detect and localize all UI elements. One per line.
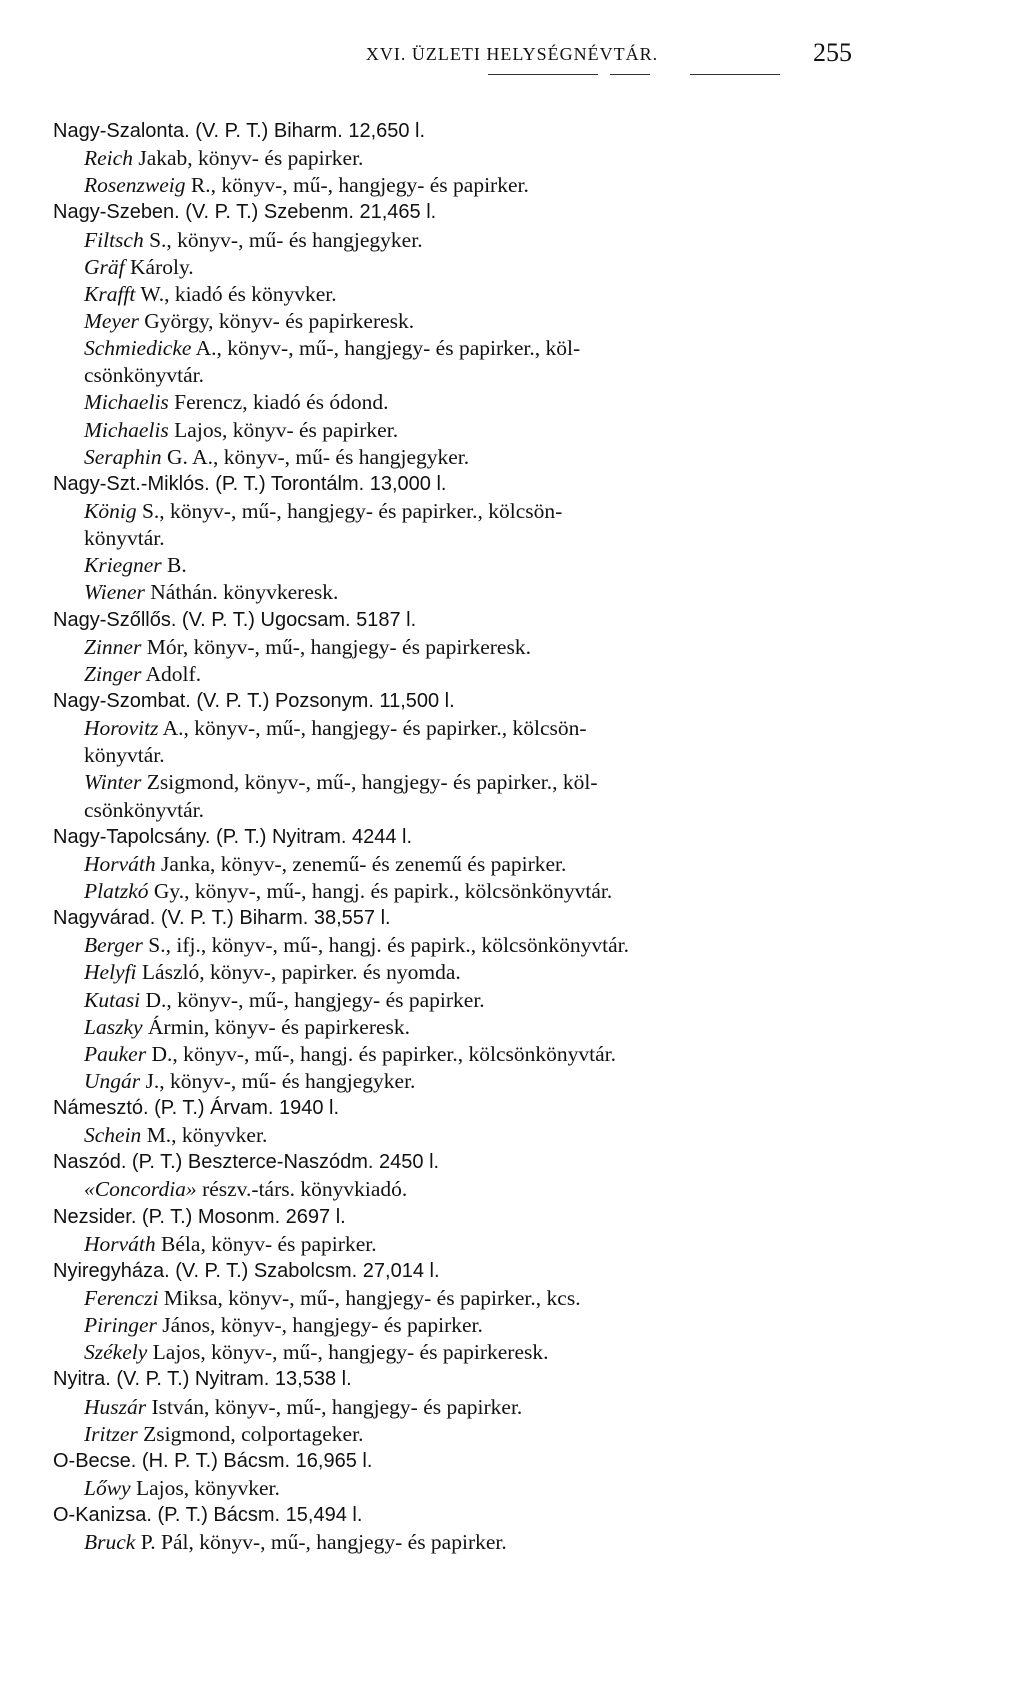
firm-name: Lőwy [84, 1476, 131, 1501]
firm-entry [0, 1285, 1024, 1312]
firm-description: Adolf. [141, 661, 202, 686]
firm-description: W., kiadó és könyvker. [135, 281, 337, 306]
firm-name: Filtsch [84, 227, 144, 252]
town-text: Nagy-Szalonta. (V. P. T.) Biharm. 12,650 l. [53, 120, 426, 142]
firm-name: Schmiedicke [84, 336, 192, 361]
firm-entry [0, 254, 1024, 281]
town-heading [0, 1258, 1024, 1285]
firm-entry [0, 308, 1024, 335]
firm-entry [0, 987, 1024, 1014]
continuation-line [0, 797, 1024, 824]
firm-description: Janka, könyv-, zenemű- és zenemű és papirker. [155, 851, 567, 876]
firm-name: Reich [84, 146, 133, 171]
firm-name: Ferenczi [84, 1286, 159, 1311]
firm-description: István, könyv-, mű-, hangjegy- és papirker. [146, 1394, 523, 1419]
firm-entry [0, 579, 1024, 606]
firm-entry [0, 281, 1024, 308]
firm-name: Piringer [84, 1313, 157, 1338]
town-heading [0, 118, 1024, 145]
town-text: Nagy-Szőllős. (V. P. T.) Ugocsam. 5187 l. [53, 608, 417, 631]
firm-entry [0, 1529, 1024, 1556]
firm-name: Michaelis [84, 417, 169, 442]
firm-description: S., ifj., könyv-, mű-, hangj. és papirk., kölcsönkönyvtár. [142, 933, 629, 958]
town-text: Nagy-Tapolcsány. (P. T.) Nyitram. 4244 l. [53, 825, 413, 848]
firm-description: Náthán. könyvkeresk. [144, 580, 339, 605]
town-heading [0, 1095, 1024, 1122]
firm-description: A., könyv-, mű-, hangjegy- és papirker., kölcsön- [158, 716, 587, 741]
firm-name: Horváth [84, 851, 156, 876]
continuation-text: csönkönyvtár. [84, 363, 205, 388]
firm-entry [0, 227, 1024, 254]
firm-description: M., könyvker. [141, 1123, 268, 1148]
page-header [0, 38, 1024, 78]
header-rule [610, 74, 650, 75]
town-text: Naszód. (P. T.) Beszterce-Naszódm. 2450 l. [53, 1151, 440, 1174]
firm-entry [0, 769, 1024, 796]
firm-description: György, könyv- és papirkeresk. [138, 308, 415, 333]
running-title: XVI. ÜZLETI HELYSÉGNÉVTÁR. [365, 44, 659, 64]
firm-description: Béla, könyv- és papirker. [155, 1231, 377, 1256]
town-heading [0, 905, 1024, 932]
firm-entry [0, 389, 1024, 416]
firm-description: G. A., könyv-, mű- és hangjegyker. [161, 444, 470, 469]
firm-name: Michaelis [84, 390, 169, 415]
firm-entry [0, 444, 1024, 471]
firm-name: Kutasi [84, 987, 141, 1012]
continuation-text: csönkönyvtár. [84, 797, 205, 822]
town-heading [0, 824, 1024, 851]
firm-entry [0, 878, 1024, 905]
firm-entry [0, 498, 1024, 525]
firm-name: Wiener [84, 580, 145, 605]
firm-name: Gräf [84, 254, 125, 279]
firm-name: Helyfi [84, 960, 137, 985]
firm-entry [0, 1339, 1024, 1366]
firm-entry [0, 959, 1024, 986]
firm-entry [0, 661, 1024, 688]
firm-name: Laszky [84, 1014, 143, 1039]
firm-name: Kriegner [84, 553, 162, 578]
firm-name: Platzkó [84, 878, 149, 903]
town-heading [0, 1448, 1024, 1475]
firm-entry [0, 1014, 1024, 1041]
town-text: O-Becse. (H. P. T.) Bácsm. 16,965 l. [53, 1449, 373, 1472]
firm-description: Lajos, könyvker. [130, 1476, 280, 1501]
firm-description: Zsigmond, könyv-, mű-, hangjegy- és papirker., köl- [141, 770, 598, 795]
header-rule [488, 74, 598, 75]
town-heading [0, 1204, 1024, 1231]
continuation-text: könyvtár. [84, 526, 165, 551]
town-text: O-Kanizsa. (P. T.) Bácsm. 15,494 l. [53, 1504, 363, 1527]
town-heading [0, 1149, 1024, 1176]
town-text: Nyiregyháza. (V. P. T.) Szabolcsm. 27,014 l. [53, 1259, 440, 1282]
firm-name: Huszár [84, 1394, 147, 1419]
town-text: Nagy-Szombat. (V. P. T.) Pozsonym. 11,500 l. [53, 689, 455, 712]
firm-description: Zsigmond, colportageker. [137, 1421, 364, 1446]
town-heading [0, 688, 1024, 715]
firm-name: Schein [84, 1123, 142, 1148]
directory-entries [0, 118, 1024, 1556]
firm-entry [0, 1394, 1024, 1421]
firm-description: Ármin, könyv- és papirkeresk. [142, 1014, 411, 1039]
firm-description: S., könyv-, mű-, hangjegy- és papirker., kölcsön- [136, 498, 563, 523]
firm-name: Horváth [84, 1231, 156, 1256]
firm-entry [0, 1176, 1024, 1203]
firm-description: részv.-társ. könyvkiadó. [196, 1177, 408, 1202]
firm-entry [0, 634, 1024, 661]
firm-description: Miksa, könyv-, mű-, hangjegy- és papirker., kcs. [158, 1286, 581, 1311]
firm-entry [0, 1312, 1024, 1339]
firm-entry [0, 335, 1024, 362]
firm-description: Lajos, könyv- és papirker. [168, 417, 399, 442]
continuation-line [0, 742, 1024, 769]
page-number: 255 [813, 38, 852, 67]
firm-name: «Concordia» [84, 1177, 197, 1202]
town-heading [0, 1502, 1024, 1529]
firm-entry [0, 851, 1024, 878]
firm-name: Winter [84, 770, 142, 795]
firm-description: Gy., könyv-, mű-, hangj. és papirk., kölcsönkönyvtár. [148, 878, 613, 903]
firm-description: B. [161, 553, 187, 578]
firm-entry [0, 1041, 1024, 1068]
header-rule [690, 74, 780, 75]
town-heading [0, 471, 1024, 498]
firm-entry [0, 1421, 1024, 1448]
firm-entry [0, 552, 1024, 579]
firm-name: Meyer [84, 308, 139, 333]
town-heading [0, 199, 1024, 226]
firm-description: Lajos, könyv-, mű-, hangjegy- és papirkeresk. [147, 1340, 549, 1365]
firm-description: D., könyv-, mű-, hangjegy- és papirker. [140, 987, 485, 1012]
firm-entry [0, 1231, 1024, 1258]
firm-name: Székely [84, 1340, 148, 1365]
firm-entry [0, 1068, 1024, 1095]
firm-name: König [84, 498, 137, 523]
firm-description: László, könyv-, papirker. és nyomda. [136, 960, 461, 985]
town-text: Nyitra. (V. P. T.) Nyitram. 13,538 l. [53, 1368, 352, 1391]
firm-description: P. Pál, könyv-, mű-, hangjegy- és papirker. [135, 1530, 507, 1555]
firm-description: A., könyv-, mű-, hangjegy- és papirker., köl- [191, 336, 581, 361]
firm-entry [0, 1122, 1024, 1149]
firm-entry [0, 145, 1024, 172]
town-text: Nagyvárad. (V. P. T.) Biharm. 38,557 l. [53, 907, 391, 930]
town-text: Nagy-Szeben. (V. P. T.) Szebenm. 21,465 l. [53, 201, 437, 224]
firm-name: Berger [84, 933, 143, 958]
firm-name: Rosenzweig [84, 173, 186, 198]
firm-description: Ferencz, kiadó és ódond. [168, 390, 389, 415]
town-heading [0, 607, 1024, 634]
town-text: Nezsider. (P. T.) Mosonm. 2697 l. [53, 1205, 346, 1228]
firm-name: Horovitz [84, 716, 159, 741]
firm-description: Károly. [124, 254, 194, 279]
firm-description: R., könyv-, mű-, hangjegy- és papirker. [185, 173, 529, 198]
town-text: Námesztó. (P. T.) Árvam. 1940 l. [53, 1097, 340, 1120]
firm-name: Zinner [84, 634, 142, 659]
firm-entry [0, 417, 1024, 444]
firm-description: J., könyv-, mű- és hangjegyker. [140, 1068, 416, 1093]
firm-name: Seraphin [84, 444, 162, 469]
firm-name: Krafft [84, 281, 136, 306]
firm-name: Ungár [84, 1068, 141, 1093]
firm-name: Iritzer [84, 1421, 138, 1446]
firm-name: Bruck [84, 1530, 136, 1555]
firm-description: Mór, könyv-, mű-, hangjegy- és papirkeresk. [141, 634, 531, 659]
firm-description: D., könyv-, mű-, hangj. és papirker., kölcsönkönyvtár. [146, 1041, 617, 1066]
firm-entry [0, 932, 1024, 959]
firm-name: Zinger [84, 661, 142, 686]
continuation-line [0, 525, 1024, 552]
firm-entry [0, 1475, 1024, 1502]
firm-name: Pauker [84, 1041, 147, 1066]
firm-description: János, könyv-, hangjegy- és papirker. [156, 1313, 483, 1338]
firm-entry [0, 172, 1024, 199]
town-heading [0, 1366, 1024, 1393]
town-text: Nagy-Szt.-Miklós. (P. T.) Torontálm. 13,000 l. [53, 472, 447, 495]
firm-description: Jakab, könyv- és papirker. [132, 146, 364, 171]
firm-description: S., könyv-, mű- és hangjegyker. [143, 227, 423, 252]
firm-entry [0, 715, 1024, 742]
continuation-line [0, 362, 1024, 389]
continuation-text: könyvtár. [84, 743, 165, 768]
